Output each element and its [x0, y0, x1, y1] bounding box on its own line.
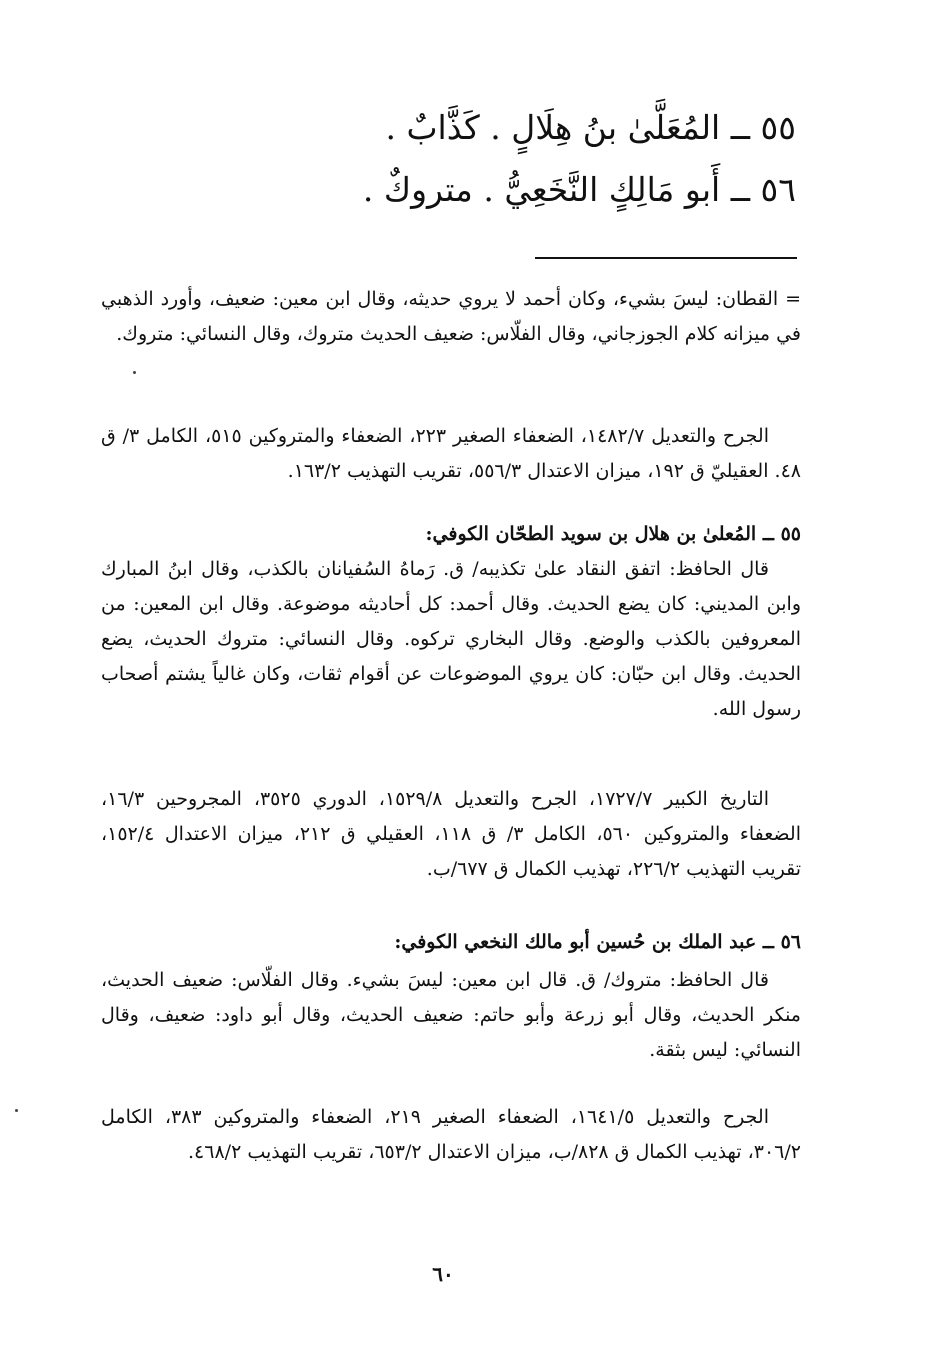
footnote-continuation-references [101, 419, 801, 489]
heading-text: ٥٦ ــ عبد الملك بن حُسين أبو مالك النخعي الكوفي: [394, 931, 801, 953]
body-text: قال الحافظ: اتفق النقاد علىٰ تكذيبه/ ق. رَماهُ السُفيانان بالكذب، وقال ابنُ المبارك وابن المديني: كان يضع الحديث. وقال أحمد: كل أحاديثه موضوعة. وقال ابن المعين: من المعروفين بالكذب والوضع. وقال البخاري تركوه. وقال النسائي: متروك الحديث، يضع الحديث. وقال ابن حبّان: كان يروي الموضوعات عن أقوام ثقات، وكان غالياً يشتم أصحاب رسول الله. [101, 558, 801, 720]
main-entry-56: ٥٦ ــ أَبو مَالِكٍ النَّخَعِيُّ . متروكٌ . [362, 170, 796, 209]
references-text: الجرح والتعديل ١٤٨٢/٧، الضعفاء الصغير ٢٢٣، الضعفاء والمتروكين ٥١٥، الكامل ٣/ ق ٤٨. العقيليّ ق ١٩٢، ميزان الاعتدال ٥٥٦/٣، تقريب التهذيب ١٦٣/٢. [101, 425, 801, 482]
footnote-55-heading [101, 517, 801, 552]
heading-text: ٥٥ ــ المُعلىٰ بن هلال بن سويد الطحّان الكوفي: [425, 523, 801, 545]
footnote-continuation [101, 282, 801, 352]
main-entry-55: ٥٥ ــ المُعَلَّىٰ بنُ هِلَالٍ . كَذَّابٌ . [385, 108, 796, 147]
print-speck [133, 371, 136, 374]
page-number: ٦٠ [432, 1262, 454, 1286]
print-speck [15, 1109, 18, 1112]
body-text: قال الحافظ: متروك/ ق. قال ابن معين: ليسَ بشيء. وقال الفلّاس: ضعيف الحديث، منكر الحديث، وقال أبو زرعة وأبو حاتم: ضعيف الحديث، وقال أبو داود: ضعيف، وقال النسائي: ليس بثقة. [101, 969, 801, 1061]
references-text: الجرح والتعديل ١٦٤١/٥، الضعفاء الصغير ٢١٩، الضعفاء والمتروكين ٣٨٣، الكامل ٣٠٦/٢، تهذيب الكمال ق ٨٢٨/ب، ميزان الاعتدال ٦٥٣/٢، تقريب التهذيب ٤٦٨/٢. [101, 1106, 801, 1163]
footnote-continuation-text: = القطان: ليسَ بشيء، وكان أحمد لا يروي حديثه، وقال ابن معين: ضعيف، وأورد الذهبي في ميزانه كلام الجوزجاني، وقال الفلّاس: ضعيف الحديث متروك، وقال النسائي: متروك. [101, 288, 801, 345]
footnote-56-body [101, 963, 801, 1068]
footnote-separator [535, 257, 797, 259]
footnote-56-heading [101, 925, 801, 960]
references-text: التاريخ الكبير ١٧٢٧/٧، الجرح والتعديل ١٥٢٩/٨، الدوري ٣٥٢٥، المجروحين ١٦/٣، الضعفاء والمتروكين ٥٦٠، الكامل ٣/ ق ١١٨، العقيلي ق ٢١٢، ميزان الاعتدال ١٥٢/٤، تقريب التهذيب ٢٢٦/٢، تهذيب الكمال ق ٦٧٧/ب. [101, 788, 801, 880]
footnote-55-body [101, 552, 801, 727]
footnote-56-references [101, 1100, 801, 1170]
footnote-55-references [101, 782, 801, 887]
